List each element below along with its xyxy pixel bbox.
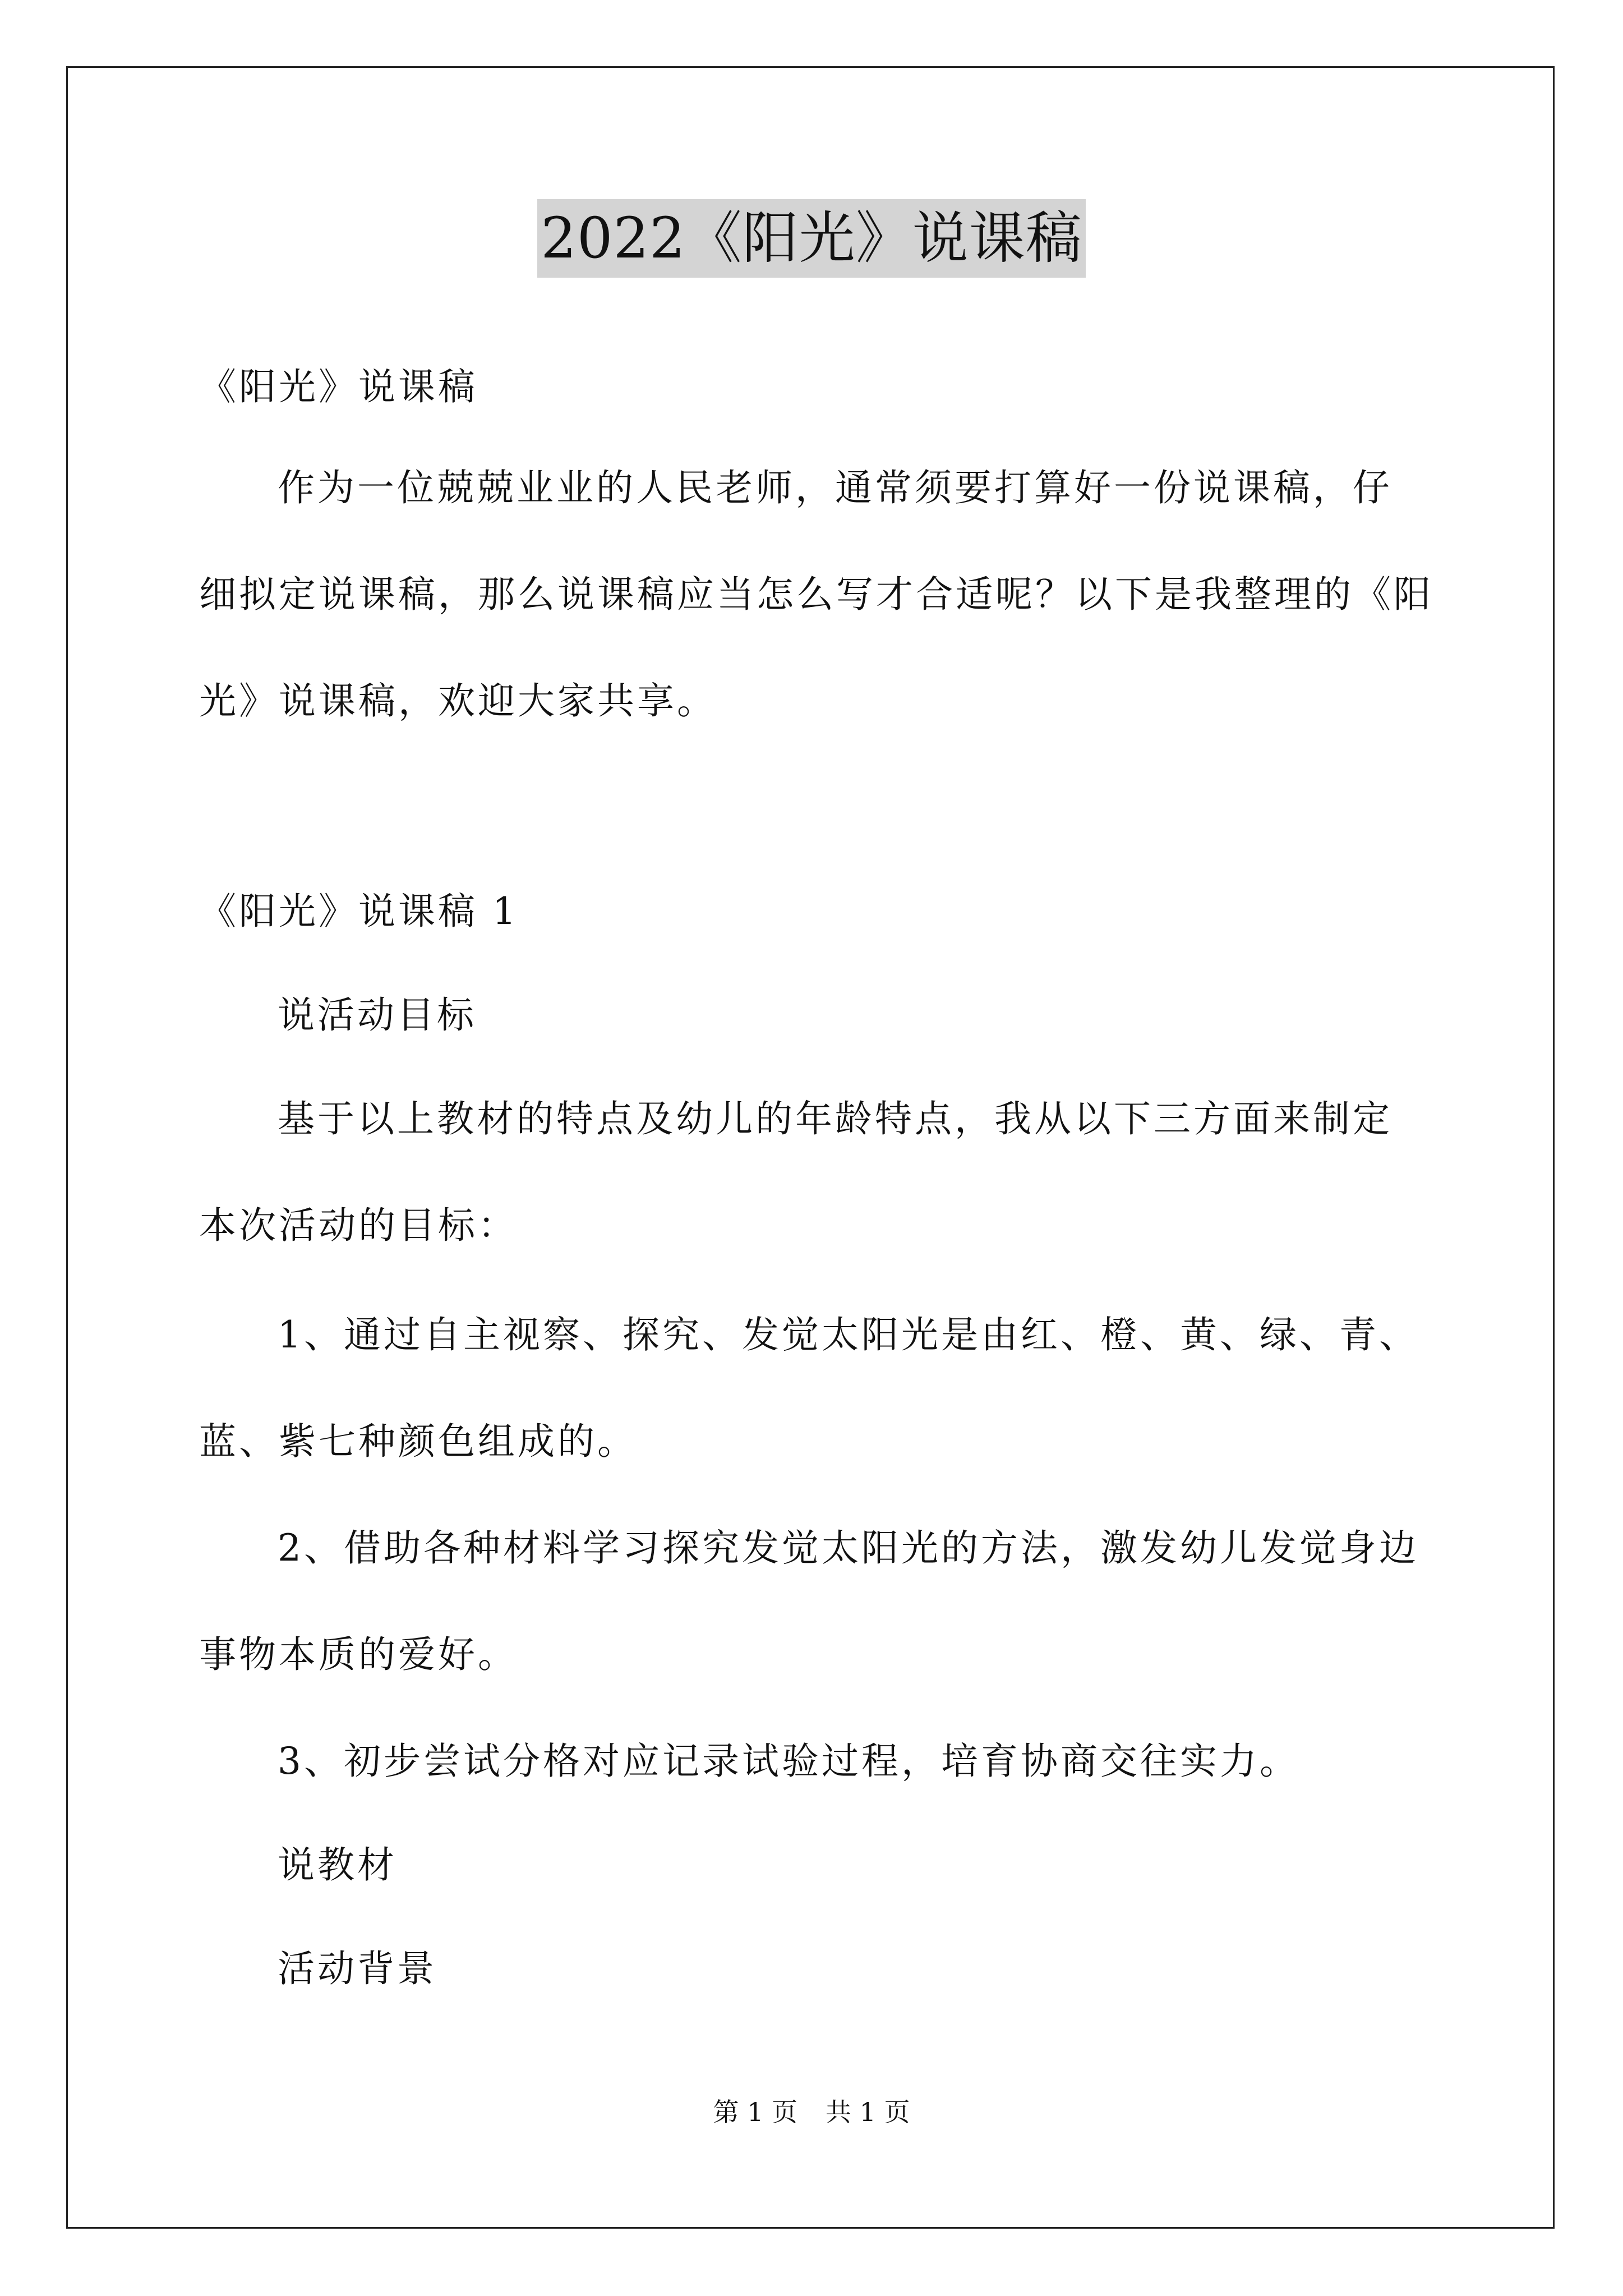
goal-2-line-2: 事物本质的爱好。 xyxy=(199,1633,518,1676)
page-number: 第 1 页 xyxy=(713,2097,797,2127)
document-title: 2022《阳光》说课稿 xyxy=(537,199,1086,278)
material-heading: 说教材 xyxy=(278,1843,397,1887)
page-total: 共 1 页 xyxy=(826,2097,910,2127)
intro-paragraph xyxy=(199,435,1467,754)
background-heading: 活动背景 xyxy=(278,1947,437,1990)
title-container xyxy=(0,199,1623,278)
goal-3-paragraph: 3、初步尝试分格对应记录试验过程，培育协商交往实力。 xyxy=(278,1740,1299,1783)
intro-line-1: 作为一位兢兢业业的人民老师，通常须要打算好一份说课稿，仔 xyxy=(278,466,1393,509)
intro-line-2: 细拟定说课稿，那么说课稿应当怎么写才合适呢？以下是我整理的《阳 xyxy=(199,573,1433,616)
goal-1-line-1: 1、通过自主视察、探究、发觉太阳光是由红、橙、黄、绿、青、 xyxy=(278,1313,1419,1356)
goals-intro-line-2: 本次活动的目标： xyxy=(199,1204,518,1247)
page-footer xyxy=(0,2095,1623,2129)
intro-line-3: 光》说课稿，欢迎大家共享。 xyxy=(199,679,717,723)
section-heading: 《阳光》说课稿 1 xyxy=(199,890,519,933)
subtitle: 《阳光》说课稿 xyxy=(199,365,478,408)
goals-heading: 说活动目标 xyxy=(278,993,477,1037)
goal-1-paragraph xyxy=(199,1282,1467,1495)
goal-2-line-1: 2、借助各种材料学习探究发觉太阳光的方法，激发幼儿发觉身边 xyxy=(278,1526,1419,1570)
goal-1-line-2: 蓝、紫七种颜色组成的。 xyxy=(199,1420,637,1463)
goals-intro-line-1: 基于以上教材的特点及幼儿的年龄特点，我从以下三方面来制定 xyxy=(278,1097,1393,1140)
goal-2-paragraph xyxy=(199,1495,1467,1708)
goals-intro-paragraph xyxy=(199,1066,1467,1279)
